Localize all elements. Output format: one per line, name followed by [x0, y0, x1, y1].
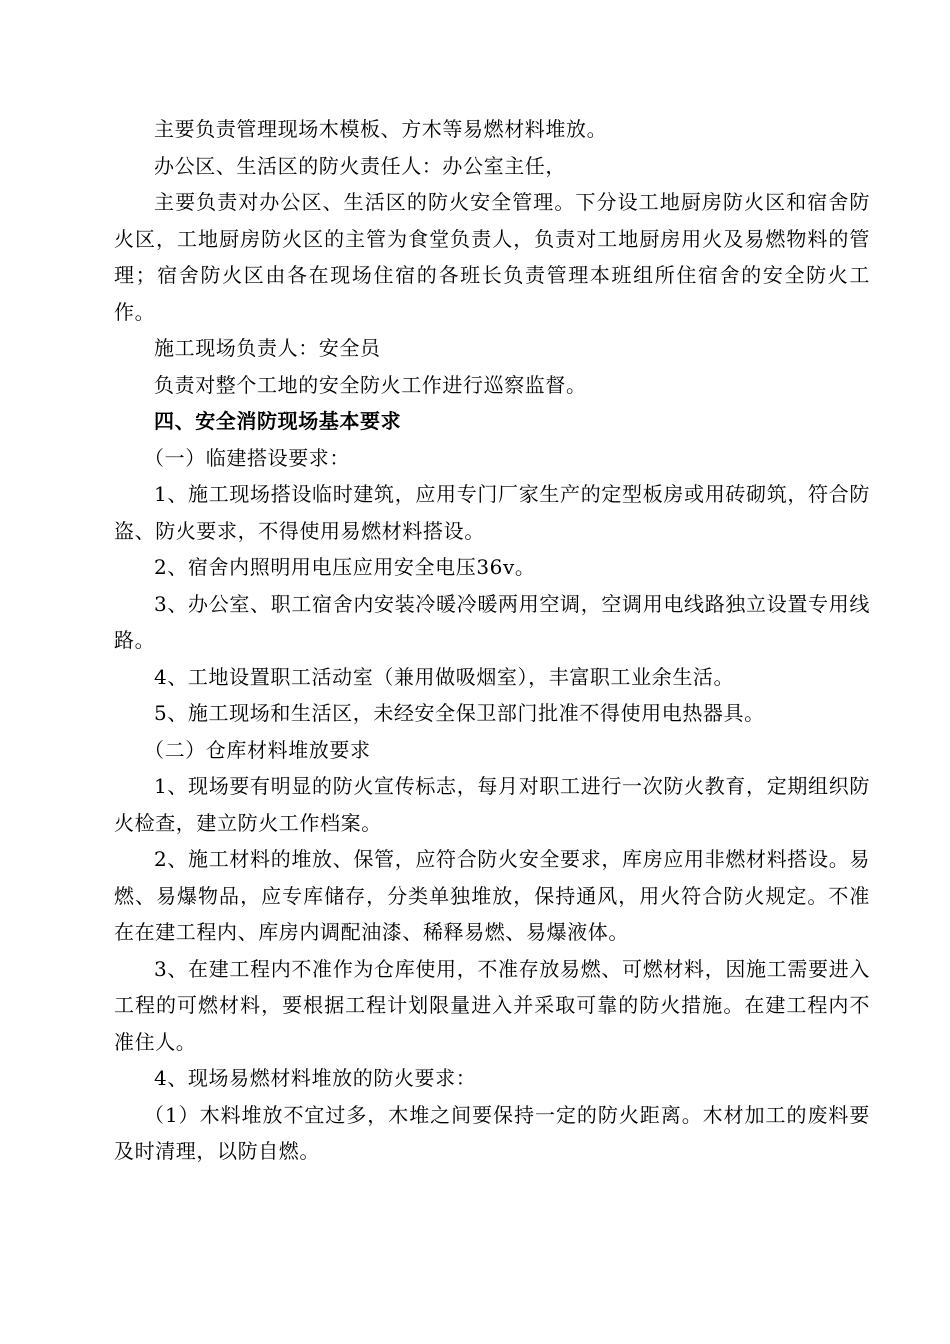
- paragraph-9: 3、办公室、职工宿舍内安装冷暖冷暖两用空调，空调用电线路独立设置专用线路。: [114, 591, 870, 652]
- paragraph-1: 主要负责管理现场木模板、方木等易燃材料堆放。: [154, 117, 608, 141]
- paragraph-13: 1、现场要有明显的防火宣传标志，每月对职工进行一次防火教育，定期组织防火检查，建立防火工作档案。: [114, 774, 870, 835]
- paragraph-11: 5、施工现场和生活区，未经安全保卫部门批准不得使用电热器具。: [154, 701, 765, 725]
- paragraph-14: 2、施工材料的堆放、保管，应符合防火安全要求，库房应用非燃材料搭设。易燃、易爆物品，应专库储存，分类单独堆放，保持通风，用火符合防火规定。不准在在建工程内、库房内调配油漆、稀释易燃、易爆液体。: [114, 847, 870, 944]
- paragraph-17: （1）木料堆放不宜过多，木堆之间要保持一定的防火距离。木材加工的废料要及时清理，以防自燃。: [114, 1102, 870, 1163]
- section-heading: 四、安全消防现场基本要求: [154, 409, 402, 433]
- paragraph-10: 4、工地设置职工活动室（兼用做吸烟室），丰富职工业余生活。: [154, 664, 735, 689]
- document-page: [114, 111, 870, 1170]
- paragraph-3: 主要负责对办公区、生活区的防火安全管理。下分设工地厨房防火区和宿舍防火区，工地厨房防火区的主管为食堂负责人，负责对工地厨房用火及易燃物料的管理；宿舍防火区由各在现场住宿的各班长负责管理本班组所住宿舍的安全防火工作。: [114, 190, 870, 324]
- paragraph-8: 2、宿舍内照明用电压应用安全电压36v。: [154, 555, 536, 579]
- paragraph-15: 3、在建工程内不准作为仓库使用，不准存放易燃、可燃材料，因施工需要进入工程的可燃材料，要根据工程计划限量进入并采取可靠的防火措施。在建工程内不准住人。: [114, 956, 870, 1054]
- paragraph-7: 1、施工现场搭设临时建筑，应用专门厂家生产的定型板房或用砖砌筑，符合防盗、防火要求，不得使用易燃材料搭设。: [114, 482, 870, 543]
- subsection-heading-2: （二）仓库材料堆放要求: [144, 737, 371, 762]
- paragraph-5: 负责对整个工地的安全防火工作进行巡察监督。: [154, 372, 587, 397]
- subsection-heading-1: （一）临建搭设要求：: [144, 445, 350, 470]
- paragraph-16: 4、现场易燃材料堆放的防火要求：: [154, 1066, 477, 1090]
- paragraph-2: 办公区、生活区的防火责任人：办公室主任，: [154, 153, 566, 178]
- paragraph-4: 施工现场负责人：安全员: [154, 336, 381, 360]
